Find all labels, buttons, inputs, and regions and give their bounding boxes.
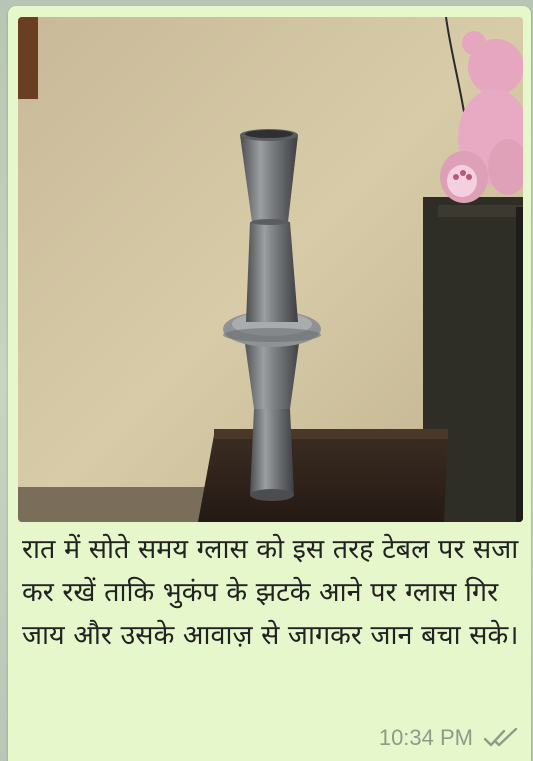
wall-frame [18,17,38,99]
message-photo[interactable] [18,17,523,522]
message-bubble[interactable] [8,6,531,761]
bedside-table [198,435,448,522]
double-check-icon [483,728,519,748]
message-meta [379,725,519,751]
message-text: रात में सोते समय ग्लास को इस तरह टेबल पर सजा कर रखें ताकि भुकंप के झटके आने पर ग्लास गिर जाय और उसके आवाज़ से जागकर जान बचा सके। [22,534,519,651]
message-timestamp: 10:34 PM [378,725,473,750]
photo-content [18,17,523,522]
